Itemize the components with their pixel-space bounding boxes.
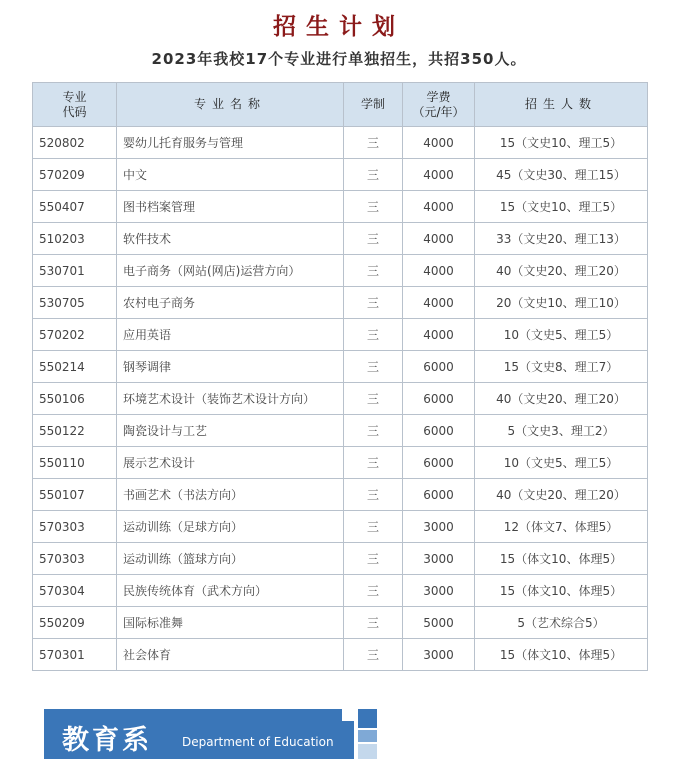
cell-code: 550106: [33, 383, 117, 415]
cell-fee: 4000: [403, 287, 475, 319]
cell-name: 图书档案管理: [117, 191, 344, 223]
table-row: [33, 223, 648, 255]
header-count: 招生人数: [475, 83, 648, 127]
cell-code: 570209: [33, 159, 117, 191]
cell-name: 电子商务（网站(网店)运营方向）: [117, 255, 344, 287]
page-subtitle: 2023年我校17个专业进行单独招生，共招350人。: [151, 50, 527, 68]
cell-count: 15（文史10、理工5）: [475, 191, 648, 223]
table-row: [33, 415, 648, 447]
cell-name: 环境艺术设计（装饰艺术设计方向）: [117, 383, 344, 415]
cell-name: 中文: [117, 159, 344, 191]
cell-duration: 三: [344, 607, 403, 639]
decor-square: [342, 707, 356, 721]
table-row: [33, 575, 648, 607]
table-body: [33, 127, 648, 671]
cell-code: 550214: [33, 351, 117, 383]
cell-code: 570303: [33, 543, 117, 575]
cell-code: 530705: [33, 287, 117, 319]
cell-count: 5（文史3、理工2）: [475, 415, 648, 447]
decor-square: [358, 709, 377, 728]
cell-count: 45（文史30、理工15）: [475, 159, 648, 191]
table-row: [33, 543, 648, 575]
cell-name: 社会体育: [117, 639, 344, 671]
cell-count: 40（文史20、理工20）: [475, 255, 648, 287]
header-fee-line2: （元/年）: [412, 104, 465, 119]
table-row: [33, 287, 648, 319]
table-row: [33, 639, 648, 671]
cell-fee: 4000: [403, 191, 475, 223]
cell-fee: 4000: [403, 223, 475, 255]
cell-fee: 3000: [403, 639, 475, 671]
cell-fee: 6000: [403, 351, 475, 383]
cell-duration: 三: [344, 127, 403, 159]
header-name: 专业名称: [117, 83, 344, 127]
cell-duration: 三: [344, 415, 403, 447]
cell-count: 15（体文10、体理5）: [475, 543, 648, 575]
table-row: [33, 511, 648, 543]
cell-count: 15（文史8、理工7）: [475, 351, 648, 383]
table-row: [33, 319, 648, 351]
cell-fee: 4000: [403, 319, 475, 351]
cell-duration: 三: [344, 575, 403, 607]
cell-name: 运动训练（篮球方向）: [117, 543, 344, 575]
table-row: [33, 607, 648, 639]
cell-code: 570304: [33, 575, 117, 607]
table-row: [33, 447, 648, 479]
cell-count: 5（艺术综合5）: [475, 607, 648, 639]
table-header: [33, 83, 648, 127]
decor-square: [358, 730, 377, 742]
cell-count: 15（文史10、理工5）: [475, 127, 648, 159]
cell-code: 550122: [33, 415, 117, 447]
cell-duration: 三: [344, 543, 403, 575]
table-row: [33, 159, 648, 191]
header-row: [33, 83, 648, 127]
enrollment-plan-table: [32, 82, 648, 671]
cell-name: 展示艺术设计: [117, 447, 344, 479]
header-fee-line1: 学费: [426, 89, 451, 104]
cell-name: 书画艺术（书法方向）: [117, 479, 344, 511]
table-row: [33, 351, 648, 383]
cell-duration: 三: [344, 287, 403, 319]
cell-fee: 3000: [403, 575, 475, 607]
page-title: 招生计划: [273, 13, 405, 40]
cell-fee: 4000: [403, 159, 475, 191]
cell-duration: 三: [344, 447, 403, 479]
cell-count: 15（体文10、体理5）: [475, 639, 648, 671]
cell-duration: 三: [344, 351, 403, 383]
cell-duration: 三: [344, 479, 403, 511]
cell-duration: 三: [344, 319, 403, 351]
header-code: [33, 83, 117, 127]
cell-code: 510203: [33, 223, 117, 255]
cell-fee: 6000: [403, 415, 475, 447]
cell-name: 婴幼儿托育服务与管理: [117, 127, 344, 159]
cell-code: 530701: [33, 255, 117, 287]
cell-count: 33（文史20、理工13）: [475, 223, 648, 255]
cell-name: 运动训练（足球方向）: [117, 511, 344, 543]
cell-code: 570202: [33, 319, 117, 351]
cell-fee: 6000: [403, 447, 475, 479]
cell-duration: 三: [344, 191, 403, 223]
cell-count: 15（体文10、体理5）: [475, 575, 648, 607]
cell-count: 10（文史5、理工5）: [475, 447, 648, 479]
cell-duration: 三: [344, 159, 403, 191]
table-row: [33, 191, 648, 223]
department-banner: [44, 709, 354, 759]
cell-fee: 4000: [403, 127, 475, 159]
cell-fee: 3000: [403, 543, 475, 575]
cell-count: 12（体文7、体理5）: [475, 511, 648, 543]
table-row: [33, 127, 648, 159]
cell-duration: 三: [344, 223, 403, 255]
cell-fee: 6000: [403, 479, 475, 511]
cell-code: 520802: [33, 127, 117, 159]
header-code-line2: 代码: [62, 104, 87, 119]
cell-duration: 三: [344, 255, 403, 287]
cell-name: 陶瓷设计与工艺: [117, 415, 344, 447]
table-row: [33, 255, 648, 287]
decor-square: [358, 744, 377, 759]
cell-code: 550110: [33, 447, 117, 479]
cell-duration: 三: [344, 639, 403, 671]
department-name-en: Department of Education: [182, 735, 334, 749]
cell-fee: 5000: [403, 607, 475, 639]
cell-name: 软件技术: [117, 223, 344, 255]
cell-duration: 三: [344, 383, 403, 415]
cell-code: 550407: [33, 191, 117, 223]
cell-name: 应用英语: [117, 319, 344, 351]
header-duration: 学制: [344, 83, 403, 127]
cell-name: 国际标准舞: [117, 607, 344, 639]
cell-fee: 4000: [403, 255, 475, 287]
cell-fee: 6000: [403, 383, 475, 415]
cell-name: 钢琴调律: [117, 351, 344, 383]
header-code-line1: 专业: [62, 89, 87, 104]
department-name-cn: 教育系: [62, 725, 152, 756]
cell-count: 40（文史20、理工20）: [475, 383, 648, 415]
table-row: [33, 479, 648, 511]
cell-code: 550209: [33, 607, 117, 639]
cell-fee: 3000: [403, 511, 475, 543]
cell-count: 20（文史10、理工10）: [475, 287, 648, 319]
cell-name: 民族传统体育（武术方向）: [117, 575, 344, 607]
cell-code: 570301: [33, 639, 117, 671]
cell-name: 农村电子商务: [117, 287, 344, 319]
table-row: [33, 383, 648, 415]
header-fee: [403, 83, 475, 127]
cell-duration: 三: [344, 511, 403, 543]
cell-count: 10（文史5、理工5）: [475, 319, 648, 351]
cell-code: 550107: [33, 479, 117, 511]
cell-count: 40（文史20、理工20）: [475, 479, 648, 511]
cell-code: 570303: [33, 511, 117, 543]
